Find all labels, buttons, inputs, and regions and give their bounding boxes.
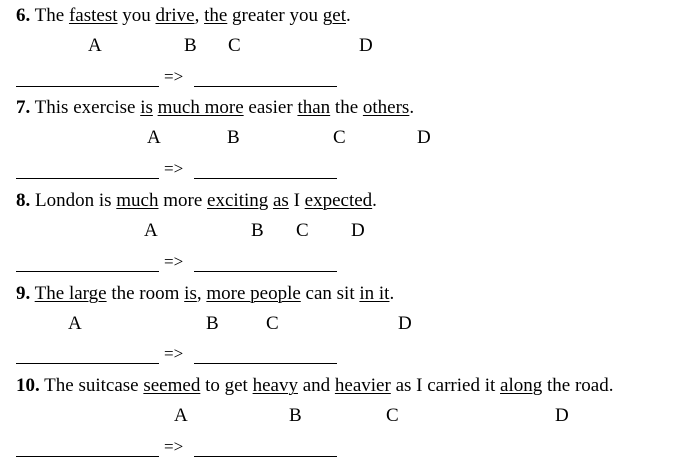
underlined-segment: in it: [359, 283, 390, 304]
sentence-text: The suitcase: [44, 375, 144, 396]
underlined-segment: heavier: [334, 375, 391, 396]
sentence-text: the: [330, 97, 363, 118]
option-letter: D: [555, 405, 569, 426]
option-letter: B: [251, 220, 264, 241]
question-number: 7.: [16, 97, 31, 118]
underlined-segment: get: [322, 5, 346, 26]
underlined-segment: The large: [34, 283, 107, 304]
underlined-segment: much more: [157, 97, 244, 118]
option-letter: D: [359, 35, 373, 56]
answer-blank-correction[interactable]: [194, 178, 337, 179]
question-sentence: [16, 283, 394, 305]
underlined-segment: seemed: [143, 375, 201, 396]
question-number: 10.: [16, 375, 40, 396]
answer-blank-error[interactable]: [16, 456, 159, 457]
question-number: 9.: [16, 283, 31, 304]
option-letter: B: [227, 127, 240, 148]
underlined-segment: fastest: [68, 5, 118, 26]
sentence-text: This exercise: [34, 97, 141, 118]
option-letter: B: [289, 405, 302, 426]
question-number: 6.: [16, 5, 31, 26]
sentence-text: .: [409, 97, 415, 118]
answer-blank-error[interactable]: [16, 271, 159, 272]
underlined-segment: than: [297, 97, 331, 118]
arrow-icon: =>: [164, 344, 184, 363]
arrow-icon: =>: [164, 159, 184, 178]
sentence-text: London is: [35, 190, 117, 211]
sentence-text: as I carried it: [390, 375, 501, 396]
question-sentence: [16, 375, 613, 397]
option-letter: C: [228, 35, 241, 56]
arrow-icon: =>: [164, 437, 184, 456]
answer-blank-error[interactable]: [16, 178, 159, 179]
sentence-text: the road.: [542, 375, 614, 396]
underlined-segment: drive: [155, 5, 195, 26]
question-sentence: [16, 97, 414, 119]
sentence-text: easier: [243, 97, 298, 118]
underlined-segment: more people: [206, 283, 301, 304]
underlined-segment: heavy: [252, 375, 298, 396]
answer-blank-correction[interactable]: [194, 271, 337, 272]
answer-blank-error[interactable]: [16, 86, 159, 87]
underlined-segment: expected: [304, 190, 373, 211]
option-letter: C: [333, 127, 346, 148]
option-letter: B: [184, 35, 197, 56]
option-letter: A: [144, 220, 158, 241]
option-letter: A: [174, 405, 188, 426]
option-letter: D: [417, 127, 431, 148]
option-letter: D: [351, 220, 365, 241]
answer-blank-correction[interactable]: [194, 363, 337, 364]
underlined-segment: much: [116, 190, 159, 211]
question-number: 8.: [16, 190, 31, 211]
sentence-text: .: [389, 283, 395, 304]
sentence-text: I: [288, 190, 305, 211]
answer-blank-error[interactable]: [16, 363, 159, 364]
arrow-icon: =>: [164, 67, 184, 86]
question-sentence: [16, 190, 377, 212]
option-letter: A: [88, 35, 102, 56]
sentence-text: can sit: [300, 283, 360, 304]
underlined-segment: others: [362, 97, 410, 118]
sentence-text: more: [158, 190, 208, 211]
underlined-segment: is: [184, 283, 197, 304]
option-letter: C: [296, 220, 309, 241]
option-letter: A: [147, 127, 161, 148]
underlined-segment: the: [204, 5, 228, 26]
underlined-segment: is: [140, 97, 153, 118]
option-letter: C: [386, 405, 399, 426]
sentence-text: .: [345, 5, 351, 26]
underlined-segment: as: [273, 190, 289, 211]
option-letter: A: [68, 313, 82, 334]
underlined-segment: exciting: [207, 190, 269, 211]
sentence-text: ,: [196, 283, 207, 304]
answer-blank-correction[interactable]: [194, 86, 337, 87]
sentence-text: ,: [194, 5, 205, 26]
arrow-icon: =>: [164, 252, 184, 271]
underlined-segment: along: [500, 375, 543, 396]
option-letter: B: [206, 313, 219, 334]
sentence-text: .: [372, 190, 377, 211]
question-sentence: [16, 5, 351, 27]
option-letter: D: [398, 313, 412, 334]
option-letter: C: [266, 313, 279, 334]
sentence-text: you: [117, 5, 156, 26]
sentence-text: to get: [200, 375, 253, 396]
answer-blank-correction[interactable]: [194, 456, 337, 457]
sentence-text: The: [34, 5, 69, 26]
sentence-text: the room: [106, 283, 185, 304]
sentence-text: greater you: [227, 5, 323, 26]
sentence-text: and: [297, 375, 335, 396]
